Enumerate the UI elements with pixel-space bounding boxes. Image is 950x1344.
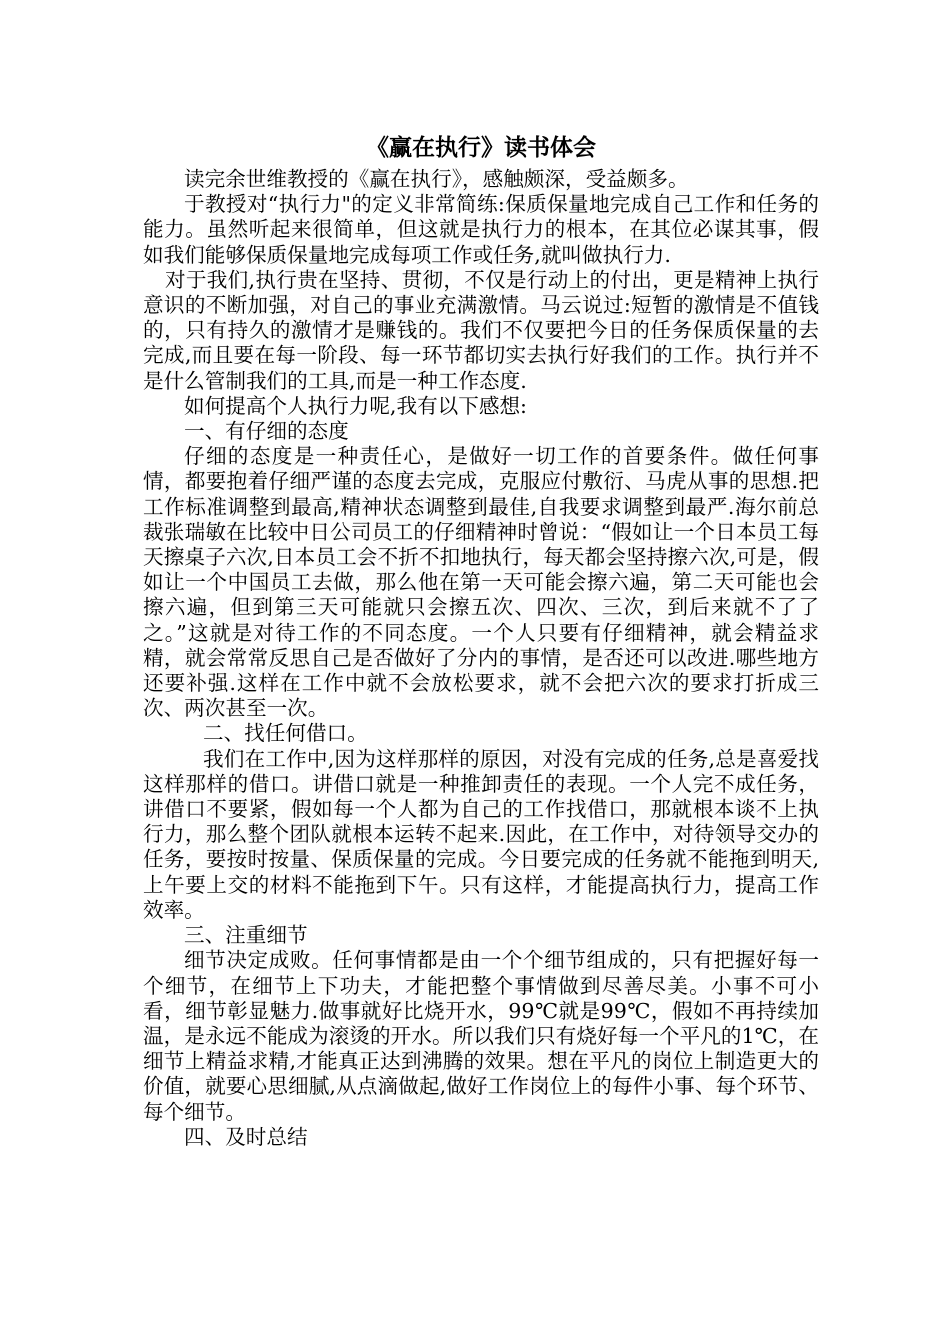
paragraph-how-to-improve: 如何提高个人执行力呢,我有以下感想:	[184, 393, 527, 418]
section-heading-4: 四、及时总结	[184, 1124, 308, 1149]
section-heading-1: 一、有仔细的态度	[184, 419, 349, 444]
paragraph-details: 细节决定成败。任何事情都是由一个个细节组成的，只有把握好每一个细节，在细节上下功夫，才能把整个事情做到尽善尽美。小事不可小看，细节彰显魅力.做事就好比烧开水，99℃就是99℃，假如不再持续加温，是永远不能成为滚烫的开水。所以我们只有烧好每一个平凡的1℃，在细节上精益求精,才能真正达到沸腾的效果。想在平凡的岗位上制造更大的价值，就要心思细腻,从点滴做起,做好工作岗位上的每件小事、每个环节、每个细节。	[143, 948, 819, 1124]
section-heading-3: 三、注重细节	[184, 923, 308, 948]
document-page	[143, 133, 819, 1150]
paragraph-definition: 于教授对“执行力"的定义非常简练:保质保量地完成自己工作和任务的能力。虽然听起来很简单，但这就是执行力的根本，在其位必谋其事，假如我们能够保质保量地完成每项工作或任务,就叫做执行力.	[143, 192, 819, 267]
paragraph-careful-attitude: 仔细的态度是一种责任心，是做好一切工作的首要条件。做任何事情，都要抱着仔细严谨的态度去完成，克服应付敷衍、马虎从事的思想.把工作标准调整到最高,精神状态调整到最佳,自我要求调整到最严.海尔前总裁张瑞敏在比较中日公司员工的仔细精神时曾说：“假如让一个日本员工每天擦桌子六次,日本员工会不折不扣地执行，每天都会坚持擦六次,可是，假如让一个中国员工去做，那么他在第一天可能会擦六遍，第二天可能也会擦六遍，但到第三天可能就只会擦五次、四次、三次，到后来就不了了之。”这就是对待工作的不同态度。一个人只要有仔细精神，就会精益求精，就会常常反思自己是否做好了分内的事情，是否还可以改进.哪些地方还要补强.这样在工作中就不会放松要求，就不会把六次的要求打折成三次、两次甚至一次。	[143, 444, 819, 721]
paragraph-no-excuses: 我们在工作中,因为这样那样的原因，对没有完成的任务,总是喜爱找这样那样的借口。讲借口就是一种推卸责任的表现。一个人完不成任务，讲借口不要紧，假如每一个人都为自己的工作找借口，那就根本谈不上执行力，那么整个团队就根本运转不起来.因此，在工作中，对待领导交办的任务，要按时按量、保质保量的完成。今日要完成的任务就不能拖到明天,上午要上交的材料不能拖到下午。只有这样，才能提高执行力，提高工作效率。	[143, 746, 819, 922]
document-title: 《赢在执行》读书体会	[366, 134, 596, 161]
section-heading-2: 二、找任何借口。	[203, 721, 368, 746]
paragraph-persistence: 对于我们,执行贵在坚持、贯彻，不仅是行动上的付出，更是精神上执行意识的不断加强，对自己的事业充满激情。马云说过:短暂的激情是不值钱的，只有持久的激情才是赚钱的。我们不仅要把今日的任务保质保量的去完成,而且要在每一阶段、每一环节都切实去执行好我们的工作。执行并不是什么管制我们的工具,而是一种工作态度.	[143, 267, 819, 393]
paragraph-intro: 读完余世维教授的《赢在执行》，感触颇深，受益颇多。	[184, 167, 689, 191]
